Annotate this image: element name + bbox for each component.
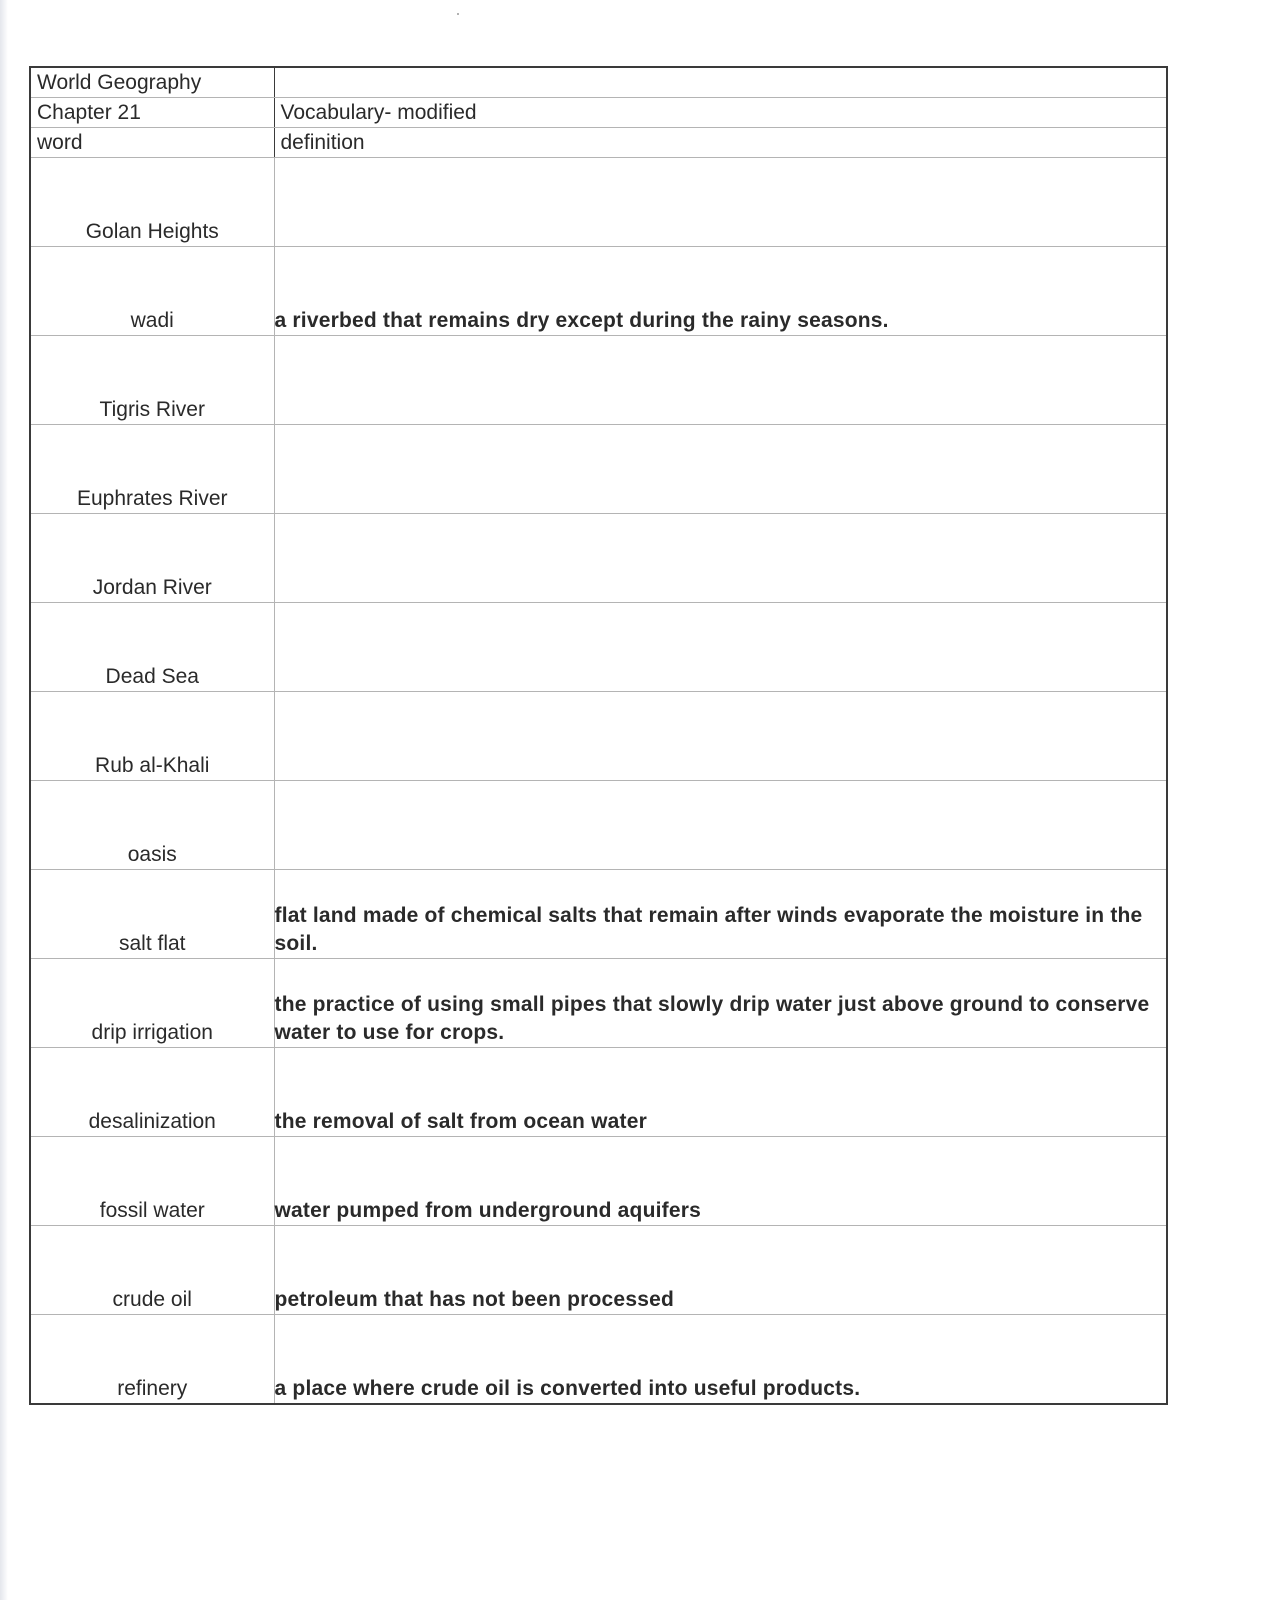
vocab-word: refinery: [30, 1315, 274, 1405]
vocab-word: fossil water: [30, 1137, 274, 1226]
header-row-chapter: [30, 98, 1167, 128]
worksheet-title: Vocabulary- modified: [274, 98, 1167, 128]
vocab-row: [30, 336, 1167, 425]
vocab-row: [30, 959, 1167, 1048]
course-title-blank: [274, 67, 1167, 98]
vocab-word: wadi: [30, 247, 274, 336]
vocab-row: [30, 247, 1167, 336]
vocab-definition: water pumped from underground aquifers: [274, 1137, 1167, 1226]
vocab-word: Golan Heights: [30, 158, 274, 247]
vocab-word: Tigris River: [30, 336, 274, 425]
vocab-definition: [274, 158, 1167, 247]
vocab-row: [30, 692, 1167, 781]
vocab-definition: the removal of salt from ocean water: [274, 1048, 1167, 1137]
vocab-row: [30, 603, 1167, 692]
vocab-definition: [274, 336, 1167, 425]
vocab-definition: a riverbed that remains dry except during the rainy seasons.: [274, 247, 1167, 336]
vocab-word: salt flat: [30, 870, 274, 959]
vocab-definition: petroleum that has not been processed: [274, 1226, 1167, 1315]
vocab-row: [30, 1226, 1167, 1315]
vocab-row: [30, 1315, 1167, 1405]
vocab-definition: [274, 603, 1167, 692]
vocab-definition: a place where crude oil is converted into useful products.: [274, 1315, 1167, 1405]
vocab-row: [30, 514, 1167, 603]
vocab-word: oasis: [30, 781, 274, 870]
vocab-definition: the practice of using small pipes that slowly drip water just above ground to conserve water to use for crops.: [274, 959, 1167, 1048]
column-header-definition: definition: [274, 128, 1167, 158]
vocab-row: [30, 870, 1167, 959]
vocab-row: [30, 158, 1167, 247]
vocab-word: Rub al-Khali: [30, 692, 274, 781]
vocab-word: crude oil: [30, 1226, 274, 1315]
vocab-row: [30, 781, 1167, 870]
vocab-word: Jordan River: [30, 514, 274, 603]
vocab-word: drip irrigation: [30, 959, 274, 1048]
header-row-columns: [30, 128, 1167, 158]
vocab-row: [30, 1048, 1167, 1137]
vocab-row: [30, 1137, 1167, 1226]
vocab-word: Euphrates River: [30, 425, 274, 514]
column-header-word: word: [30, 128, 274, 158]
vocab-word: Dead Sea: [30, 603, 274, 692]
vocab-definition: [274, 514, 1167, 603]
header-row-course: [30, 67, 1167, 98]
scan-edge-shadow: [0, 0, 8, 1600]
vocab-word: desalinization: [30, 1048, 274, 1137]
scan-speck: [457, 13, 459, 15]
chapter-label: Chapter 21: [30, 98, 274, 128]
vocab-definition: flat land made of chemical salts that remain after winds evaporate the moisture in the soil.: [274, 870, 1167, 959]
course-title: World Geography: [30, 67, 274, 98]
vocab-definition: [274, 425, 1167, 514]
vocabulary-table: [29, 66, 1168, 1405]
vocab-definition: [274, 692, 1167, 781]
vocab-row: [30, 425, 1167, 514]
vocab-definition: [274, 781, 1167, 870]
